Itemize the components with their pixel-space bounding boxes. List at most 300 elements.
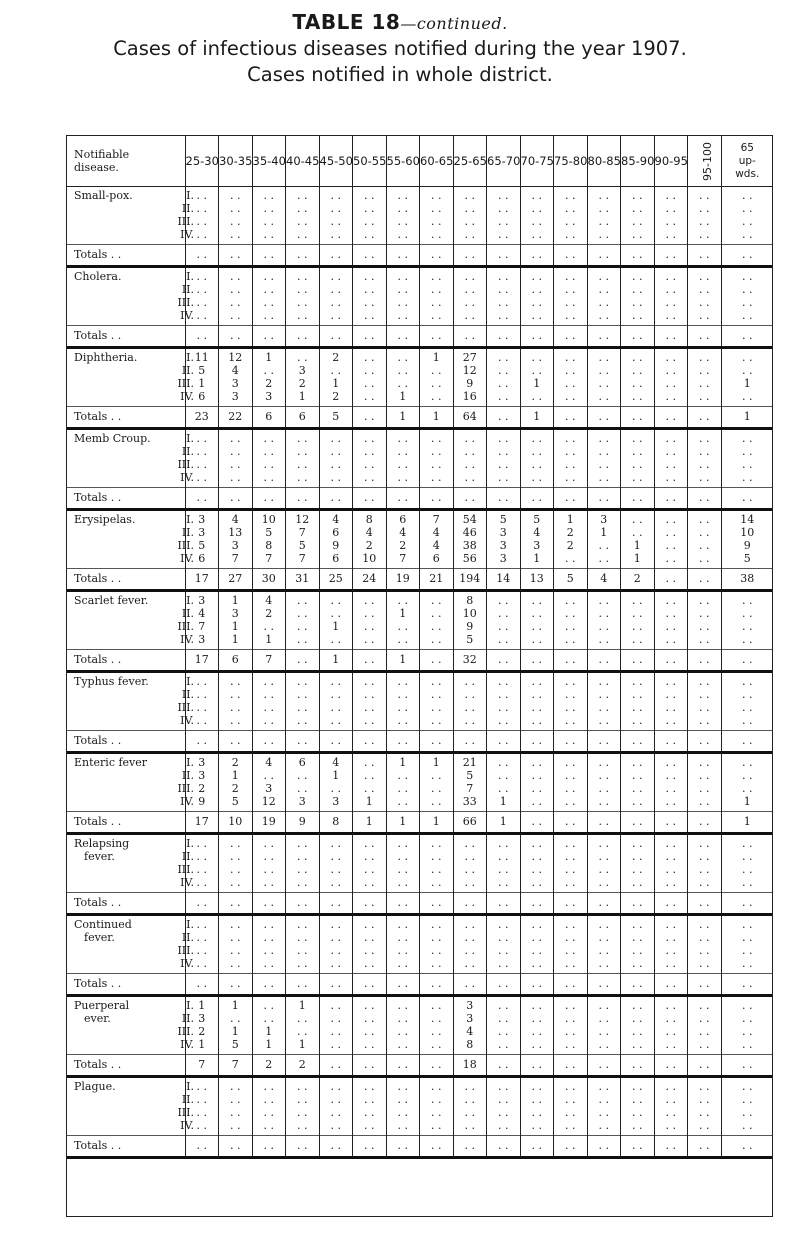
cell-blank: . . — [297, 782, 308, 795]
disease-name-cell — [67, 672, 194, 731]
disease-name-cell — [67, 834, 194, 893]
cell-value: 33 — [462, 795, 477, 808]
cell-value: 12 — [295, 513, 310, 526]
ward-label: III. — [177, 944, 194, 957]
cell-blank: . . — [531, 701, 542, 714]
cell-blank: . . — [498, 675, 509, 688]
cell-blank: . . — [531, 390, 542, 403]
cell-blank: . . — [297, 675, 308, 688]
cell-blank: . . — [665, 445, 676, 458]
cell-value: 1 — [198, 1038, 206, 1051]
cell-blank: . . — [196, 688, 207, 701]
cell-blank: . . — [498, 633, 509, 646]
cell-blank: . . — [330, 458, 341, 471]
cell-blank: . . — [531, 1119, 542, 1132]
cell-blank: . . — [665, 390, 676, 403]
value-cell — [420, 510, 454, 569]
ward-line — [74, 1012, 194, 1025]
cell-blank: . . — [431, 850, 442, 863]
cell-blank: . . — [196, 202, 207, 215]
cell-blank: . . — [498, 351, 509, 364]
cell-blank: . . — [742, 918, 753, 931]
total-value: 30 — [252, 569, 286, 591]
value-cell — [386, 834, 420, 893]
value-cell — [587, 996, 621, 1055]
header-age-65-70: 65-70 — [487, 136, 521, 187]
cell-blank: . . — [598, 1038, 609, 1051]
total-blank: . . — [654, 245, 688, 267]
disease-name-cell — [67, 267, 194, 326]
cell-blank: . . — [531, 620, 542, 633]
cell-blank: . . — [397, 714, 408, 727]
cell-blank: . . — [699, 607, 710, 620]
value-cell — [420, 1077, 454, 1136]
totals-row — [67, 893, 773, 915]
cell-blank: . . — [742, 837, 753, 850]
cell-blank: . . — [665, 633, 676, 646]
ward-line — [74, 675, 194, 688]
cell-blank: . . — [565, 675, 576, 688]
ward-line — [74, 1080, 194, 1093]
totals-label-text: Totals — [74, 1058, 108, 1071]
cell-blank: . . — [598, 944, 609, 957]
cell-blank: . . — [498, 756, 509, 769]
value-cell — [353, 834, 387, 893]
disease-name-cell — [67, 1077, 194, 1136]
total-value: 14 — [487, 569, 521, 591]
cell-blank: . . — [665, 552, 676, 565]
cell-blank: . . — [632, 957, 643, 970]
cell-value: 3 — [600, 513, 608, 526]
total-blank: . . — [520, 326, 554, 348]
total-value: 66 — [453, 812, 487, 834]
total-blank: . . — [420, 1136, 454, 1158]
cell-blank: . . — [598, 607, 609, 620]
total-blank: . . — [185, 974, 219, 996]
cell-blank: . . — [330, 675, 341, 688]
total-value: 1 — [420, 812, 454, 834]
total-value: 32 — [453, 650, 487, 672]
cell-blank: . . — [498, 390, 509, 403]
header-age-40-45: 40-45 — [286, 136, 320, 187]
cell-blank: . . — [263, 837, 274, 850]
cell-value: 2 — [231, 756, 239, 769]
cell-blank: . . — [431, 1119, 442, 1132]
cell-value: 2 — [399, 539, 407, 552]
header-age-55-60: 55-60 — [386, 136, 420, 187]
cell-blank: . . — [699, 1106, 710, 1119]
cell-blank: . . — [330, 189, 341, 202]
cell-blank: . . — [464, 863, 475, 876]
cell-blank: . . — [364, 782, 375, 795]
cell-value: 2 — [332, 390, 340, 403]
totals-label-text: Totals — [74, 410, 108, 423]
cell-value: 4 — [432, 539, 440, 552]
cell-blank: . . — [196, 876, 207, 889]
cell-value: 3 — [499, 552, 507, 565]
value-cell — [286, 834, 320, 893]
total-blank: . . — [587, 488, 621, 510]
cell-blank: . . — [565, 1012, 576, 1025]
total-value: 64 — [453, 407, 487, 429]
cell-blank: . . — [742, 390, 753, 403]
total-blank: . . — [386, 1055, 420, 1077]
cell-blank: . . — [665, 513, 676, 526]
ward-label: IV. — [180, 228, 194, 241]
cell-blank: . . — [699, 364, 710, 377]
cell-value: 13 — [228, 526, 243, 539]
total-blank: . . — [487, 1055, 521, 1077]
cell-value: 3 — [466, 999, 474, 1012]
cell-blank: . . — [431, 594, 442, 607]
cell-blank: . . — [364, 594, 375, 607]
cell-blank: . . — [665, 1012, 676, 1025]
cell-value: 1 — [231, 620, 239, 633]
ward-line — [74, 1119, 194, 1132]
cell-value: 1 — [365, 795, 373, 808]
cell-blank: . . — [598, 756, 609, 769]
cell-blank: . . — [263, 309, 274, 322]
ward-label: IV. — [180, 795, 194, 808]
cell-blank: . . — [699, 918, 710, 931]
cell-blank: . . — [665, 270, 676, 283]
disease-name-cell — [67, 429, 194, 488]
cell-blank: . . — [742, 876, 753, 889]
cell-blank: . . — [565, 189, 576, 202]
value-cell — [487, 591, 521, 650]
cell-blank: . . — [431, 432, 442, 445]
cell-blank: . . — [531, 270, 542, 283]
total-blank: . . — [185, 731, 219, 753]
total-value: 21 — [420, 569, 454, 591]
cell-blank: . . — [699, 432, 710, 445]
value-cell — [219, 915, 253, 974]
disease-block — [67, 753, 773, 812]
ward-line — [74, 1038, 194, 1051]
total-blank: . . — [520, 812, 554, 834]
cell-blank: . . — [330, 782, 341, 795]
disease-name: Diphtheria. — [74, 351, 138, 364]
ward-line — [74, 390, 194, 403]
cell-blank: . . — [397, 863, 408, 876]
value-cell — [319, 672, 353, 731]
value-cell — [252, 672, 286, 731]
ward-label: I. — [186, 756, 194, 769]
total-blank: . . — [420, 650, 454, 672]
value-cell — [688, 996, 722, 1055]
total-value: 23 — [185, 407, 219, 429]
value-cell — [219, 187, 253, 245]
total-blank: . . — [453, 245, 487, 267]
cell-blank: . . — [565, 445, 576, 458]
total-blank: . . — [587, 245, 621, 267]
cell-blank: . . — [196, 458, 207, 471]
total-blank: . . — [520, 1055, 554, 1077]
ward-line — [74, 769, 194, 782]
cell-blank: . . — [531, 688, 542, 701]
total-value: 1 — [386, 650, 420, 672]
value-cell — [721, 591, 773, 650]
cell-blank: . . — [598, 795, 609, 808]
total-blank: . . — [386, 731, 420, 753]
cell-blank: . . — [498, 1093, 509, 1106]
cell-blank: . . — [699, 850, 710, 863]
header-age-80-85: 80-85 — [587, 136, 621, 187]
cell-blank: . . — [565, 364, 576, 377]
cell-blank: . . — [431, 633, 442, 646]
cell-blank: . . — [397, 364, 408, 377]
cell-value: 1 — [533, 377, 541, 390]
cell-blank: . . — [565, 432, 576, 445]
total-blank: . . — [721, 326, 773, 348]
total-blank: . . — [453, 893, 487, 915]
cell-blank: . . — [397, 850, 408, 863]
cell-value: 4 — [365, 526, 373, 539]
cell-blank: . . — [364, 1106, 375, 1119]
cell-blank: . . — [598, 228, 609, 241]
cell-blank: . . — [665, 202, 676, 215]
cell-blank: . . — [598, 552, 609, 565]
cell-blank: . . — [196, 944, 207, 957]
cell-value: 1 — [298, 1038, 306, 1051]
total-value: 9 — [286, 812, 320, 834]
cell-blank: . . — [431, 837, 442, 850]
value-cell — [386, 672, 420, 731]
cell-value: 4 — [265, 594, 273, 607]
cell-value: 4 — [198, 607, 206, 620]
disease-block — [67, 429, 773, 488]
cell-blank: . . — [431, 309, 442, 322]
cell-value: 7 — [298, 552, 306, 565]
total-blank: . . — [520, 974, 554, 996]
ward-line — [74, 364, 194, 377]
total-blank: . . — [319, 1055, 353, 1077]
total-blank: . . — [252, 974, 286, 996]
value-cell — [587, 672, 621, 731]
cell-blank: . . — [598, 594, 609, 607]
cell-blank: . . — [531, 769, 542, 782]
total-blank: . . — [621, 974, 655, 996]
cell-blank: . . — [330, 215, 341, 228]
total-blank: . . — [721, 974, 773, 996]
value-cell — [219, 510, 253, 569]
cell-blank: . . — [263, 445, 274, 458]
cell-blank: . . — [498, 944, 509, 957]
cell-blank: . . — [742, 1080, 753, 1093]
cell-blank: . . — [498, 471, 509, 484]
cell-blank: . . — [531, 432, 542, 445]
disease-name-cell — [67, 915, 194, 974]
cell-blank: . . — [464, 296, 475, 309]
cell-blank: . . — [464, 458, 475, 471]
cell-blank: . . — [431, 228, 442, 241]
total-value: 19 — [386, 569, 420, 591]
ward-label: IV. — [180, 957, 194, 970]
total-blank: . . — [319, 488, 353, 510]
totals-row — [67, 650, 773, 672]
total-blank: . . — [386, 326, 420, 348]
cell-blank: . . — [263, 957, 274, 970]
disease-name: Memb Croup. — [74, 432, 151, 445]
totals-label — [67, 407, 185, 429]
cell-blank: . . — [699, 539, 710, 552]
cell-blank: . . — [330, 296, 341, 309]
ward-line — [74, 756, 194, 769]
value-cell — [286, 1077, 320, 1136]
cell-blank: . . — [632, 215, 643, 228]
cell-blank: . . — [364, 228, 375, 241]
totals-leader: . . — [107, 410, 122, 423]
value-cell — [386, 429, 420, 488]
cell-value: 9 — [466, 377, 474, 390]
disease-block — [67, 996, 773, 1055]
cell-blank: . . — [699, 283, 710, 296]
value-cell — [219, 834, 253, 893]
cell-blank: . . — [297, 202, 308, 215]
value-cell — [353, 915, 387, 974]
cell-blank: . . — [498, 1012, 509, 1025]
value-cell — [487, 672, 521, 731]
cell-value: 6 — [198, 552, 206, 565]
ward-label: III. — [177, 539, 194, 552]
cell-blank: . . — [742, 714, 753, 727]
cell-value: 1 — [265, 633, 273, 646]
cell-blank: . . — [632, 876, 643, 889]
cell-blank: . . — [263, 918, 274, 931]
cell-blank: . . — [431, 270, 442, 283]
cell-value: 11 — [194, 351, 209, 364]
cell-blank: . . — [699, 633, 710, 646]
ward-line — [74, 351, 194, 364]
value-cell — [721, 187, 773, 245]
cell-blank: . . — [742, 351, 753, 364]
total-blank: . . — [386, 488, 420, 510]
cell-blank: . . — [742, 1025, 753, 1038]
cell-blank: . . — [598, 701, 609, 714]
total-blank: . . — [554, 326, 588, 348]
cell-blank: . . — [498, 1106, 509, 1119]
total-blank: . . — [654, 569, 688, 591]
cell-blank: . . — [397, 918, 408, 931]
cell-blank: . . — [665, 675, 676, 688]
disease-name: Puerperal — [74, 999, 130, 1012]
total-blank: . . — [353, 488, 387, 510]
total-blank: . . — [621, 245, 655, 267]
cell-value: 4 — [432, 526, 440, 539]
total-blank: . . — [487, 1136, 521, 1158]
header-age-60-65: 60-65 — [420, 136, 454, 187]
ward-label: II. — [181, 769, 194, 782]
ward-label: I. — [186, 675, 194, 688]
cell-blank: . . — [230, 215, 241, 228]
cell-blank: . . — [665, 756, 676, 769]
cell-blank: . . — [464, 215, 475, 228]
value-cell — [252, 510, 286, 569]
cell-blank: . . — [565, 620, 576, 633]
cell-blank: . . — [498, 876, 509, 889]
disease-name-cont: ever. — [84, 1012, 111, 1025]
cell-blank: . . — [498, 607, 509, 620]
value-cell — [520, 510, 554, 569]
ward-label: II. — [181, 1093, 194, 1106]
cell-blank: . . — [230, 714, 241, 727]
ward-line — [74, 918, 194, 931]
cell-blank: . . — [431, 769, 442, 782]
total-value: 5 — [319, 407, 353, 429]
cell-blank: . . — [397, 351, 408, 364]
ward-label: II. — [181, 850, 194, 863]
totals-leader: . . — [107, 1058, 122, 1071]
cell-blank: . . — [196, 228, 207, 241]
ward-line — [74, 526, 194, 539]
cell-blank: . . — [196, 918, 207, 931]
value-cell — [654, 753, 688, 812]
cell-blank: . . — [196, 863, 207, 876]
ward-line — [74, 931, 194, 944]
total-blank: . . — [654, 1055, 688, 1077]
cell-blank: . . — [665, 1106, 676, 1119]
value-cell — [688, 510, 722, 569]
cell-blank: . . — [498, 918, 509, 931]
value-cell — [520, 1077, 554, 1136]
value-cell — [688, 348, 722, 407]
ward-label: I. — [186, 594, 194, 607]
cell-blank: . . — [598, 471, 609, 484]
cell-value: 5 — [231, 1038, 239, 1051]
header-age-35-40: 35-40 — [252, 136, 286, 187]
total-blank: . . — [621, 893, 655, 915]
total-blank: . . — [487, 893, 521, 915]
value-cell — [319, 753, 353, 812]
cell-blank: . . — [330, 1106, 341, 1119]
cell-blank: . . — [565, 1025, 576, 1038]
cell-blank: . . — [263, 228, 274, 241]
cell-blank: . . — [196, 283, 207, 296]
cell-blank: . . — [565, 837, 576, 850]
value-cell — [219, 996, 253, 1055]
cell-blank: . . — [364, 390, 375, 403]
value-cell — [219, 672, 253, 731]
total-blank: . . — [554, 245, 588, 267]
cell-blank: . . — [431, 782, 442, 795]
cell-blank: . . — [531, 944, 542, 957]
cell-blank: . . — [330, 1119, 341, 1132]
total-blank: . . — [554, 488, 588, 510]
cell-blank: . . — [498, 309, 509, 322]
total-blank: . . — [353, 893, 387, 915]
total-blank: . . — [721, 1136, 773, 1158]
cell-value: 8 — [265, 539, 273, 552]
cell-blank: . . — [565, 944, 576, 957]
cell-blank: . . — [330, 1025, 341, 1038]
cell-blank: . . — [364, 756, 375, 769]
ward-label: I. — [186, 351, 194, 364]
cell-blank: . . — [263, 364, 274, 377]
cell-blank: . . — [364, 850, 375, 863]
value-cell — [654, 267, 688, 326]
cell-blank: . . — [632, 283, 643, 296]
cell-blank: . . — [297, 607, 308, 620]
total-blank: . . — [654, 488, 688, 510]
cell-blank: . . — [263, 471, 274, 484]
cell-blank: . . — [364, 769, 375, 782]
value-cell — [453, 510, 487, 569]
value-cell — [487, 915, 521, 974]
total-value: 24 — [353, 569, 387, 591]
total-blank: . . — [688, 974, 722, 996]
cell-value: 9 — [466, 620, 474, 633]
ward-label: II. — [181, 202, 194, 215]
